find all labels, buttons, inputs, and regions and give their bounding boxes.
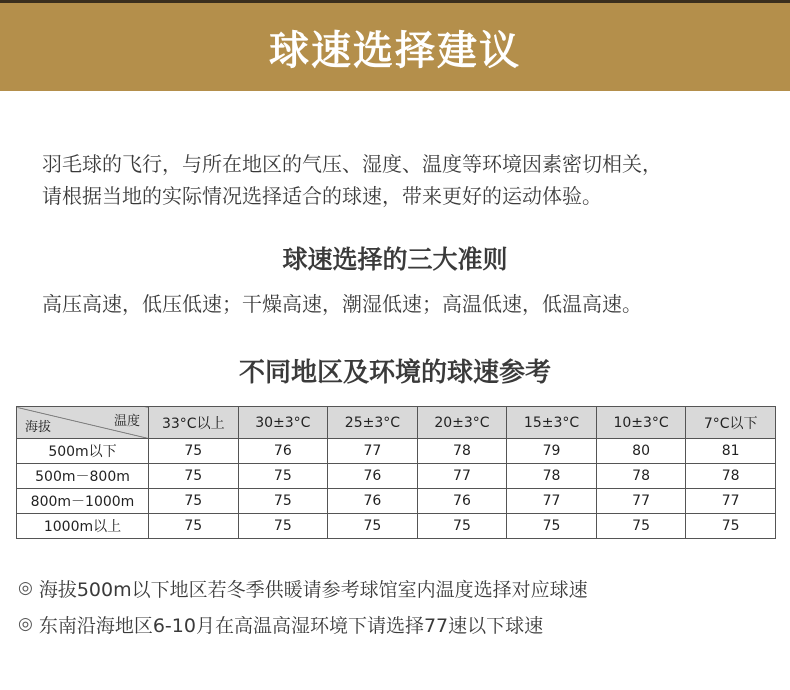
table-cell: 77 — [686, 489, 776, 514]
rules-heading: 球速选择的三大准则 — [282, 245, 508, 274]
table-cell: 75 — [507, 514, 597, 539]
column-header: 10±3°C — [596, 407, 686, 439]
table-row — [17, 489, 776, 514]
row-label: 800m－1000m — [17, 489, 149, 514]
table-cell: 76 — [328, 464, 418, 489]
header-banner — [0, 0, 790, 91]
column-header: 15±3°C — [507, 407, 597, 439]
column-header: 33°C以上 — [149, 407, 239, 439]
table-cell: 75 — [149, 439, 239, 464]
table-cell: 75 — [238, 489, 328, 514]
table-cell: 77 — [596, 489, 686, 514]
table-cell: 75 — [238, 464, 328, 489]
table-cell: 79 — [507, 439, 597, 464]
table-cell: 75 — [149, 489, 239, 514]
double-circle-bullet-icon: ◎ — [18, 614, 33, 634]
note-item — [18, 606, 778, 642]
rules-text: 高压高速，低压低速；干燥高速，潮湿低速；高温低速，低温高速。 — [42, 292, 642, 316]
page-title: 球速选择建议 — [269, 27, 521, 74]
table-cell: 76 — [328, 489, 418, 514]
table-cell: 75 — [328, 514, 418, 539]
table-cell: 76 — [238, 439, 328, 464]
table-row — [17, 514, 776, 539]
table-cell: 80 — [596, 439, 686, 464]
note-text: 海拔500m以下地区若冬季供暖请参考球馆室内温度选择对应球速 — [38, 578, 588, 601]
table-cell: 77 — [417, 464, 507, 489]
row-label: 500m以下 — [17, 439, 149, 464]
table-cell: 75 — [238, 514, 328, 539]
column-header: 30±3°C — [238, 407, 328, 439]
column-header: 20±3°C — [417, 407, 507, 439]
column-header: 25±3°C — [328, 407, 418, 439]
speed-reference-table — [16, 406, 776, 539]
temperature-axis-label: 温度 — [113, 414, 140, 429]
table-cell: 78 — [507, 464, 597, 489]
table-header-row — [17, 407, 776, 439]
table-cell: 75 — [417, 514, 507, 539]
table-cell: 77 — [328, 439, 418, 464]
intro-line-2: 请根据当地的实际情况选择适合的球速，带来更好的运动体验。 — [42, 184, 602, 208]
table-row — [17, 439, 776, 464]
table-cell: 75 — [149, 514, 239, 539]
table-cell: 78 — [686, 464, 776, 489]
table-cell: 78 — [417, 439, 507, 464]
table-cell: 78 — [596, 464, 686, 489]
table-cell: 77 — [507, 489, 597, 514]
intro-line-1: 羽毛球的飞行，与所在地区的气压、湿度、温度等环境因素密切相关， — [42, 152, 662, 176]
column-header: 7°C以下 — [686, 407, 776, 439]
table-row — [17, 464, 776, 489]
note-text: 东南沿海地区6-10月在高温高湿环境下请选择77速以下球速 — [38, 614, 544, 637]
corner-header-cell — [17, 407, 149, 439]
table-cell: 75 — [149, 464, 239, 489]
row-label: 1000m以上 — [17, 514, 149, 539]
row-label: 500m－800m — [17, 464, 149, 489]
notes-list — [18, 570, 778, 642]
table-cell: 76 — [417, 489, 507, 514]
table-cell: 75 — [596, 514, 686, 539]
table-cell: 75 — [686, 514, 776, 539]
table-cell: 81 — [686, 439, 776, 464]
intro-paragraph — [42, 148, 762, 212]
double-circle-bullet-icon: ◎ — [18, 578, 33, 598]
altitude-axis-label: 海拔 — [25, 420, 52, 435]
note-item — [18, 570, 778, 606]
table-heading: 不同地区及环境的球速参考 — [238, 358, 551, 388]
